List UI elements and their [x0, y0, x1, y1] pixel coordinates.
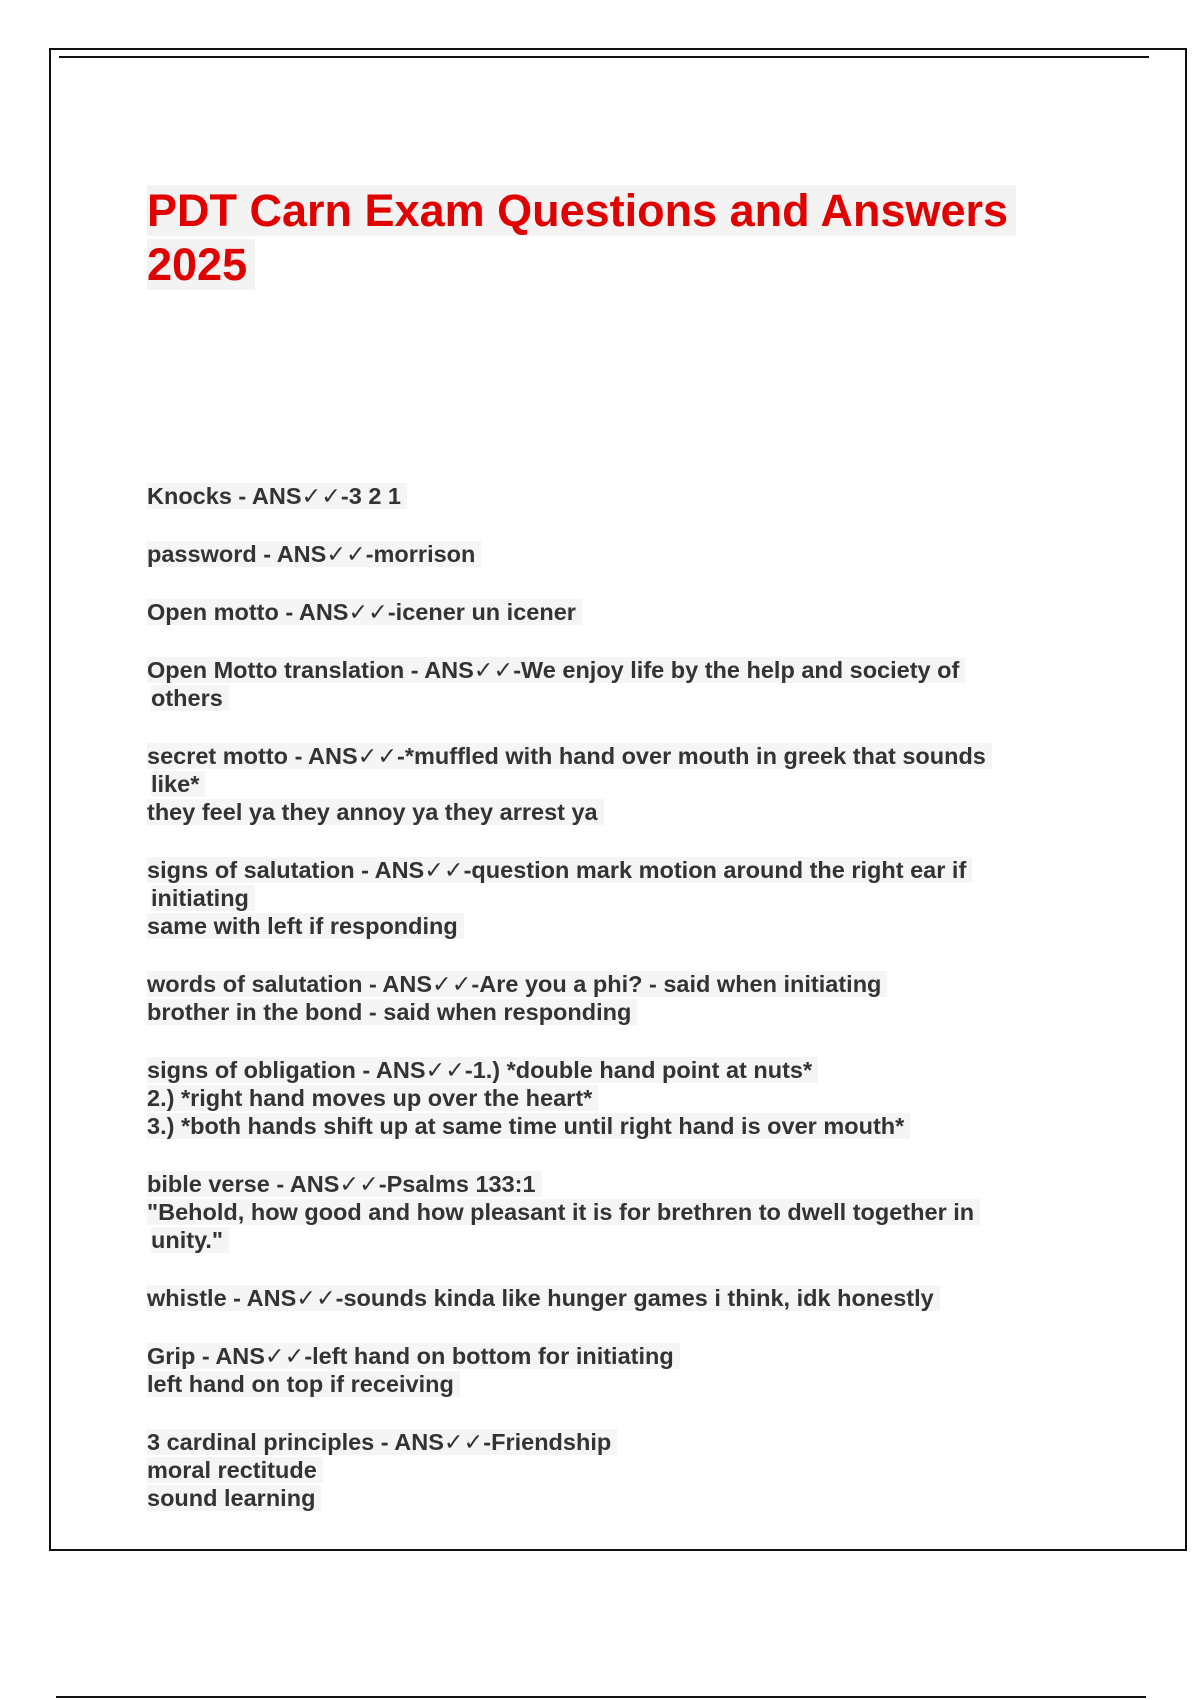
- qa-line: left hand on top if receiving: [147, 1371, 460, 1397]
- qa-line: secret motto - ANS✓✓-*muffled with hand over mouth in greek that sounds: [147, 743, 992, 769]
- qa-line: same with left if responding: [147, 913, 464, 939]
- qa-line: moral rectitude: [147, 1457, 323, 1483]
- qa-line: like*: [151, 771, 205, 797]
- qa-line: Open Motto translation - ANS✓✓-We enjoy life by the help and society of: [147, 657, 965, 683]
- qa-line: 2.) *right hand moves up over the heart*: [147, 1085, 598, 1111]
- qa-item-words-of-salutation: [147, 970, 1107, 1026]
- title-line-1: PDT Carn Exam Questions and Answers: [147, 185, 1016, 236]
- qa-line: "Behold, how good and how pleasant it is for brethren to dwell together in: [147, 1199, 980, 1225]
- title-line-2: 2025: [147, 239, 255, 290]
- qa-item-password: [147, 540, 1107, 568]
- qa-line: others: [151, 685, 229, 711]
- qa-item-signs-of-obligation: [147, 1056, 1107, 1140]
- qa-line: Knocks - ANS✓✓-3 2 1: [147, 483, 407, 509]
- qa-line: sound learning: [147, 1485, 321, 1511]
- qa-line: Open motto - ANS✓✓-icener un icener: [147, 599, 582, 625]
- qa-line: unity.": [151, 1227, 229, 1253]
- bottom-rule: [56, 1696, 1146, 1698]
- qa-line: signs of obligation - ANS✓✓-1.) *double hand point at nuts*: [147, 1057, 818, 1083]
- qa-item-secret-motto: [147, 742, 1107, 826]
- qa-item-knocks: [147, 482, 1107, 510]
- page-frame: [49, 48, 1187, 1551]
- qa-line: whistle - ANS✓✓-sounds kinda like hunger games i think, idk honestly: [147, 1285, 940, 1311]
- qa-item-whistle: [147, 1284, 1107, 1312]
- qa-item-open-motto: [147, 598, 1107, 626]
- qa-item-open-motto-translation: [147, 656, 1107, 712]
- qa-line: signs of salutation - ANS✓✓-question mark motion around the right ear if: [147, 857, 972, 883]
- document-title: [147, 184, 1047, 292]
- qa-line: 3 cardinal principles - ANS✓✓-Friendship: [147, 1429, 617, 1455]
- qa-line: bible verse - ANS✓✓-Psalms 133:1: [147, 1171, 542, 1197]
- qa-item-bible-verse: [147, 1170, 1107, 1254]
- qa-line: they feel ya they annoy ya they arrest ya: [147, 799, 604, 825]
- qa-line: words of salutation - ANS✓✓-Are you a phi? - said when initiating: [147, 971, 887, 997]
- qa-list: [147, 482, 1107, 1542]
- qa-line: initiating: [151, 885, 255, 911]
- qa-item-grip: [147, 1342, 1107, 1398]
- top-rule: [59, 56, 1149, 58]
- qa-line: Grip - ANS✓✓-left hand on bottom for initiating: [147, 1343, 680, 1369]
- qa-item-signs-of-salutation: [147, 856, 1107, 940]
- qa-line: password - ANS✓✓-morrison: [147, 541, 481, 567]
- qa-line: brother in the bond - said when responding: [147, 999, 637, 1025]
- qa-line: 3.) *both hands shift up at same time until right hand is over mouth*: [147, 1113, 910, 1139]
- qa-item-cardinal-principles: [147, 1428, 1107, 1512]
